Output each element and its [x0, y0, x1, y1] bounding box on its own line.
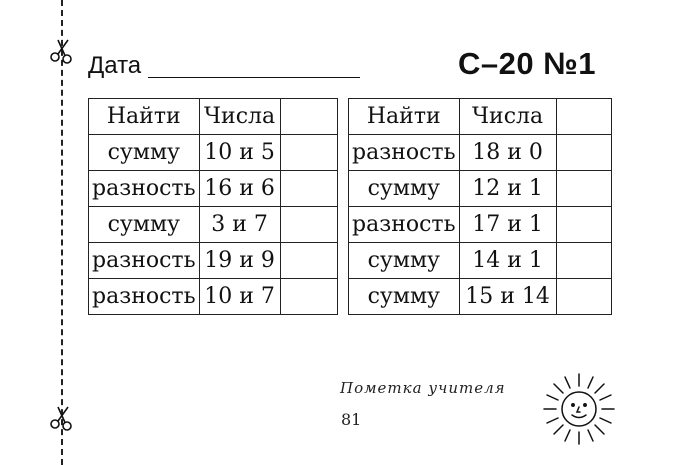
operation-cell: разность [89, 243, 200, 279]
table-row [349, 207, 612, 243]
sun-icon [540, 370, 618, 448]
header-answer [556, 99, 611, 135]
operation-cell: сумму [349, 243, 460, 279]
header-find: Найти [349, 99, 460, 135]
answer-cell[interactable] [280, 171, 337, 207]
date-label: Дата [88, 52, 142, 79]
table-row [349, 171, 612, 207]
work-code: С–20 №1 [458, 46, 597, 81]
table-row [89, 171, 338, 207]
operation-cell: разность [89, 279, 200, 315]
answer-cell[interactable] [556, 243, 611, 279]
operation-cell: сумму [89, 207, 200, 243]
answer-cell[interactable] [280, 279, 337, 315]
scissors-icon [48, 37, 76, 65]
page-number: 81 [341, 410, 362, 429]
answer-cell[interactable] [556, 207, 611, 243]
numbers-cell: 14 и 1 [459, 243, 556, 279]
table-row [89, 135, 338, 171]
left-task-table [88, 98, 338, 315]
table-row [89, 279, 338, 315]
table-row [349, 135, 612, 171]
teacher-note-label: Пометка учителя [340, 379, 506, 397]
answer-cell[interactable] [280, 135, 337, 171]
numbers-cell: 3 и 7 [199, 207, 280, 243]
header-find: Найти [89, 99, 200, 135]
numbers-cell: 10 и 7 [199, 279, 280, 315]
right-task-table [348, 98, 612, 315]
numbers-cell: 17 и 1 [459, 207, 556, 243]
answer-cell[interactable] [556, 279, 611, 315]
numbers-cell: 19 и 9 [199, 243, 280, 279]
table-header-row [89, 99, 338, 135]
operation-cell: разность [89, 171, 200, 207]
numbers-cell: 12 и 1 [459, 171, 556, 207]
table-row [349, 279, 612, 315]
answer-cell[interactable] [556, 135, 611, 171]
date-field[interactable] [148, 77, 360, 78]
header-answer [280, 99, 337, 135]
table-header-row [349, 99, 612, 135]
table-row [349, 243, 612, 279]
answer-cell[interactable] [280, 207, 337, 243]
operation-cell: разность [349, 135, 460, 171]
header-numbers: Числа [199, 99, 280, 135]
operation-cell: сумму [349, 171, 460, 207]
numbers-cell: 18 и 0 [459, 135, 556, 171]
table-row [89, 243, 338, 279]
table-row [89, 207, 338, 243]
numbers-cell: 10 и 5 [199, 135, 280, 171]
answer-cell[interactable] [280, 243, 337, 279]
cut-line [61, 0, 63, 465]
header-numbers: Числа [459, 99, 556, 135]
scissors-icon [48, 404, 76, 432]
numbers-cell: 16 и 6 [199, 171, 280, 207]
numbers-cell: 15 и 14 [459, 279, 556, 315]
answer-cell[interactable] [556, 171, 611, 207]
operation-cell: разность [349, 207, 460, 243]
operation-cell: сумму [89, 135, 200, 171]
operation-cell: сумму [349, 279, 460, 315]
